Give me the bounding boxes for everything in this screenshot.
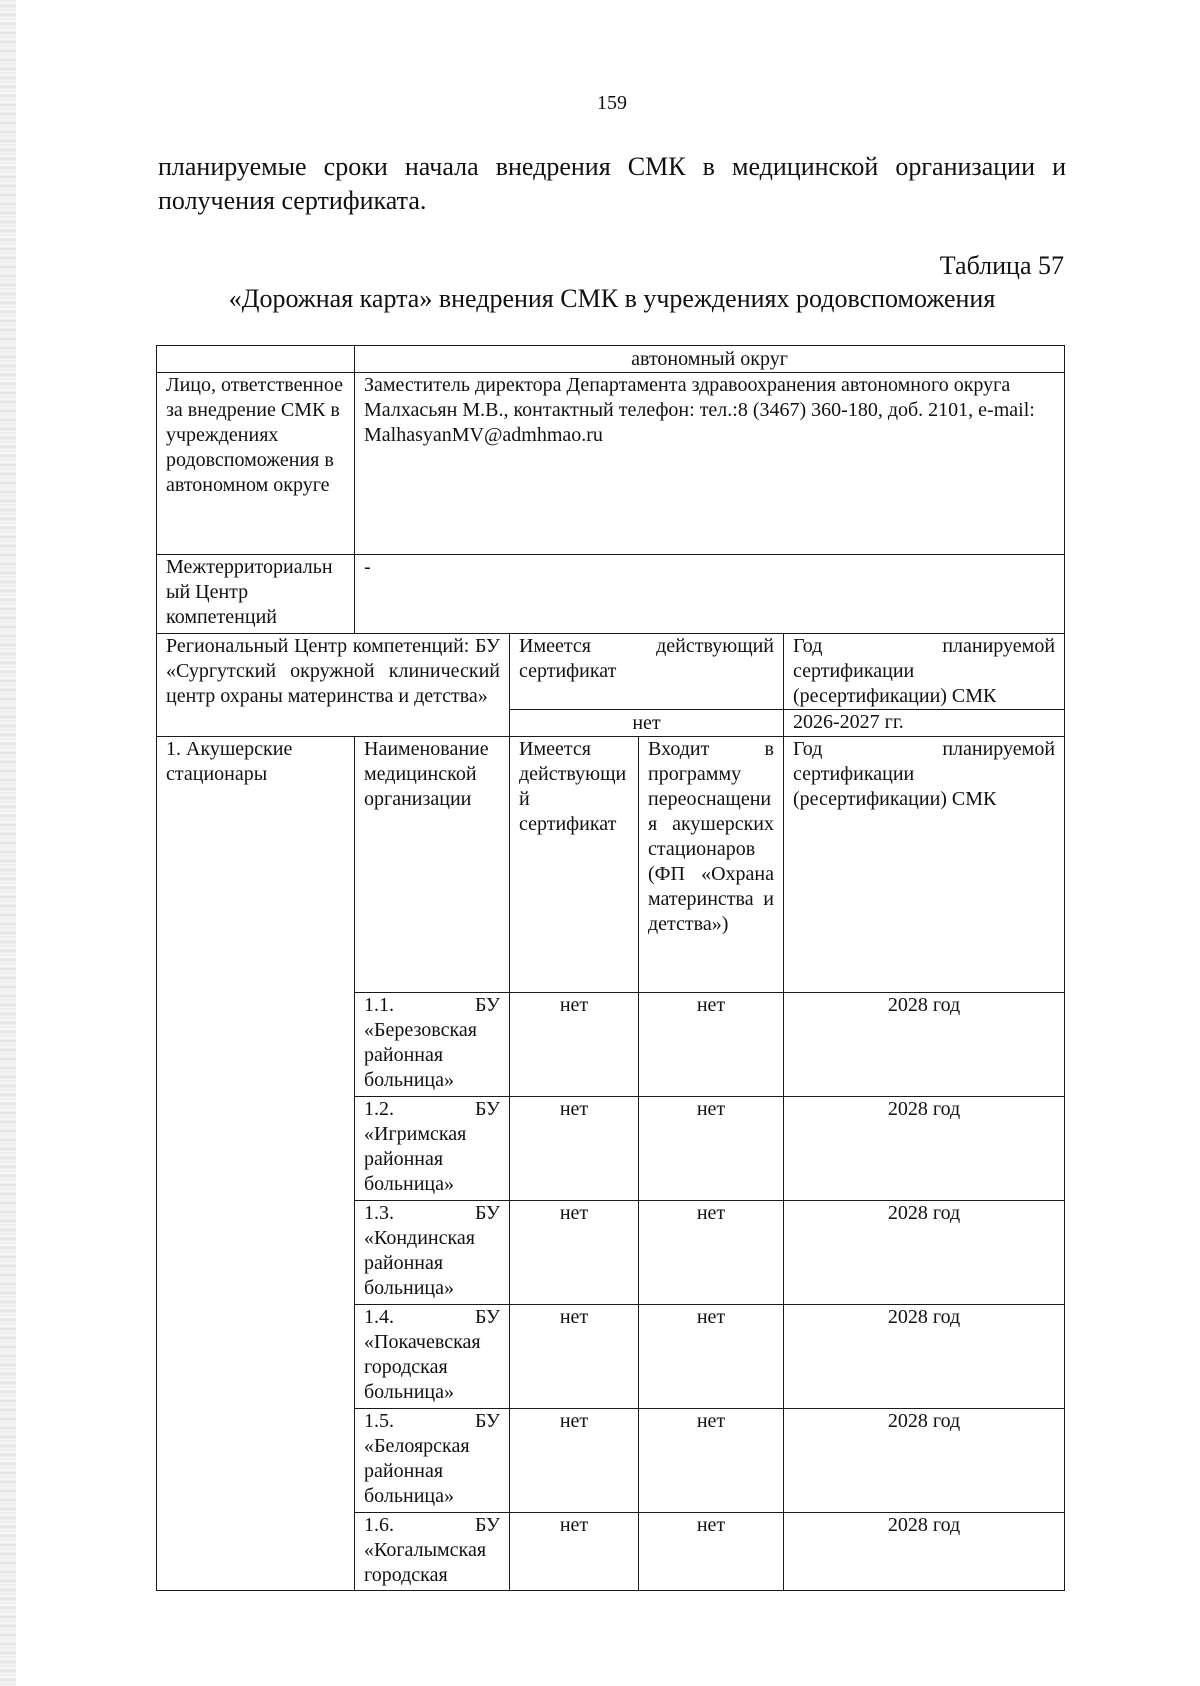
col-program-header: Входит в программу переоснащения акушерских стационаров (ФП «Охрана материнства и детства»): [639, 737, 784, 993]
org-cell: [355, 1409, 510, 1513]
cert-cell: нет: [510, 1513, 639, 1591]
regional-year-value-cell: 2026-2027 гг.: [784, 710, 1065, 737]
region-header-cell: автономный округ: [355, 346, 1065, 373]
org-type: БУ: [475, 1202, 500, 1224]
year-cell: 2028 год: [784, 1409, 1065, 1513]
table-cell-empty: [157, 346, 355, 373]
year-cell: 2028 год: [784, 1201, 1065, 1305]
org-cell: [355, 1097, 510, 1201]
table-number: Таблица 57: [939, 251, 1064, 280]
responsible-value-cell: Заместитель директора Департамента здравоохранения автономного округа Малхасьян М.В., контактный телефон: тел.:8 (3467) 360-180, доб. 2101, e-mail: MalhasyanMV@admhmao.ru: [355, 373, 1065, 555]
org-type: БУ: [475, 1410, 500, 1432]
program-cell: нет: [639, 1305, 784, 1409]
interterritorial-label-cell: Межтерриториальный Центр компетенций: [157, 555, 355, 634]
program-cell: нет: [639, 1201, 784, 1305]
table-row: [157, 346, 1065, 373]
org-cell: [355, 993, 510, 1097]
cert-cell: нет: [510, 1097, 639, 1201]
org-number: 1.1.: [364, 994, 394, 1016]
org-number-line: [364, 1409, 500, 1434]
org-cell: [355, 1201, 510, 1305]
org-name: «Кондинская районная больница»: [364, 1227, 475, 1299]
table-row: [157, 555, 1065, 634]
section-label-cell: 1. Акушерские стационары: [157, 737, 355, 1591]
table-title: «Дорожная карта» внедрения СМК в учреждениях родовспоможения: [228, 284, 996, 313]
program-cell: нет: [639, 1513, 784, 1591]
responsible-label-cell: Лицо, ответственное за внедрение СМК в учреждениях родовспоможения в автономном округе: [157, 373, 355, 555]
program-cell: нет: [639, 1409, 784, 1513]
org-type: БУ: [475, 1514, 500, 1536]
cert-cell: нет: [510, 1305, 639, 1409]
org-name: «Покачевская городская больница»: [364, 1331, 481, 1403]
page-number: 159: [597, 92, 627, 114]
table-row: [157, 737, 1065, 993]
org-number-line: [364, 1513, 500, 1538]
col-org-header: Наименование медицинской организации: [355, 737, 510, 993]
org-name: «Белоярская районная больница»: [364, 1435, 470, 1507]
cert-cell: нет: [510, 993, 639, 1097]
table-row: [157, 373, 1065, 555]
intro-paragraph: планируемые сроки начала внедрения СМК в медицинской организации и получения сертификата.: [158, 152, 1066, 215]
org-number-line: [364, 1201, 500, 1226]
org-type: БУ: [475, 1098, 500, 1120]
program-cell: нет: [639, 993, 784, 1097]
org-number: 1.2.: [364, 1098, 394, 1120]
year-cell: 2028 год: [784, 1305, 1065, 1409]
org-number: 1.3.: [364, 1202, 394, 1224]
scan-edge: [0, 0, 16, 1686]
year-cell: 2028 год: [784, 993, 1065, 1097]
interterritorial-value-cell: -: [355, 555, 1065, 634]
org-number: 1.6.: [364, 1514, 394, 1536]
org-number-line: [364, 993, 500, 1018]
regional-year-header-cell: Год планируемой сертификации (ресертификации) СМК: [784, 634, 1065, 710]
regional-center-cell: Региональный Центр компетенций: БУ «Сургутский окружной клинический центр охраны материнства и детства»: [157, 634, 510, 737]
org-number-line: [364, 1305, 500, 1330]
roadmap-table: [156, 345, 1065, 1591]
cert-cell: нет: [510, 1409, 639, 1513]
org-number-line: [364, 1097, 500, 1122]
table-row: [157, 634, 1065, 710]
org-name: «Когалымская городская: [364, 1539, 487, 1586]
col-year-header: Год планируемой сертификации (ресертификации) СМК: [784, 737, 1065, 993]
regional-cert-header-cell: Имеется действующий сертификат: [510, 634, 784, 710]
org-cell: [355, 1305, 510, 1409]
org-type: БУ: [475, 1306, 500, 1328]
year-cell: 2028 год: [784, 1097, 1065, 1201]
org-name: «Березовская районная больница»: [364, 1019, 477, 1091]
org-name: «Игримская районная больница»: [364, 1123, 467, 1195]
org-type: БУ: [475, 994, 500, 1016]
col-cert-header: Имеется действующий сертификат: [510, 737, 639, 993]
program-cell: нет: [639, 1097, 784, 1201]
org-cell: [355, 1513, 510, 1591]
org-number: 1.4.: [364, 1306, 394, 1328]
year-cell: 2028 год: [784, 1513, 1065, 1591]
regional-cert-value-cell: нет: [510, 710, 784, 737]
org-number: 1.5.: [364, 1410, 394, 1432]
cert-cell: нет: [510, 1201, 639, 1305]
